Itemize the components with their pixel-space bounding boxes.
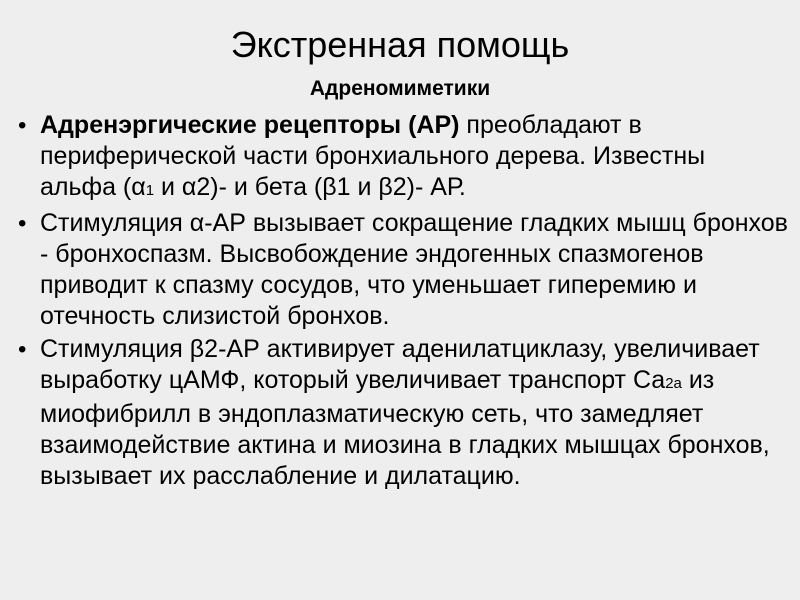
bullet-item-alpha-stimulation xyxy=(18,208,788,332)
bullet-dot-icon: • xyxy=(18,210,27,237)
bullet-text: преобладают в периферической части бронхиального дерева. Известны альфа (α xyxy=(40,111,706,201)
slide-subtitle: Адреномиметики xyxy=(309,77,491,100)
bullet-subscript: 2а xyxy=(665,375,682,392)
bullet-text: из миофибрилл в эндоплазматическую сеть, что замедляет взаимодействие актина и миозина в гладких мышцах бронхов, вызывает их расслабление и дилатацию. xyxy=(40,366,770,490)
slide-title: Экстренная помощь xyxy=(230,24,570,65)
bullet-item-beta2-stimulation xyxy=(18,334,788,492)
bullet-text: Стимуляция β2-АР активирует аденилатциклазу, увеличивает выработку цАМФ, который увеличивает транспорт Са xyxy=(40,335,760,394)
bullet-text: и α2)- и бета (β1 и β2)- АР. xyxy=(154,173,466,201)
bullet-list xyxy=(18,110,788,494)
bullet-bold-lead: Адренэргические рецепторы (АР) xyxy=(40,111,460,139)
bullet-subscript: 1 xyxy=(145,182,155,199)
bullet-dot-icon: • xyxy=(18,112,27,139)
bullet-text: Стимуляция α-АР вызывает сокращение гладких мышц бронхов - бронхоспазм. Высвобождение эндогенных спазмогенов приводит к спазму сосудов, что уменьшает гиперемию и отечность слизистой бронхов. xyxy=(40,209,788,330)
bullet-item-receptors xyxy=(18,110,788,206)
bullet-dot-icon: • xyxy=(18,336,27,363)
